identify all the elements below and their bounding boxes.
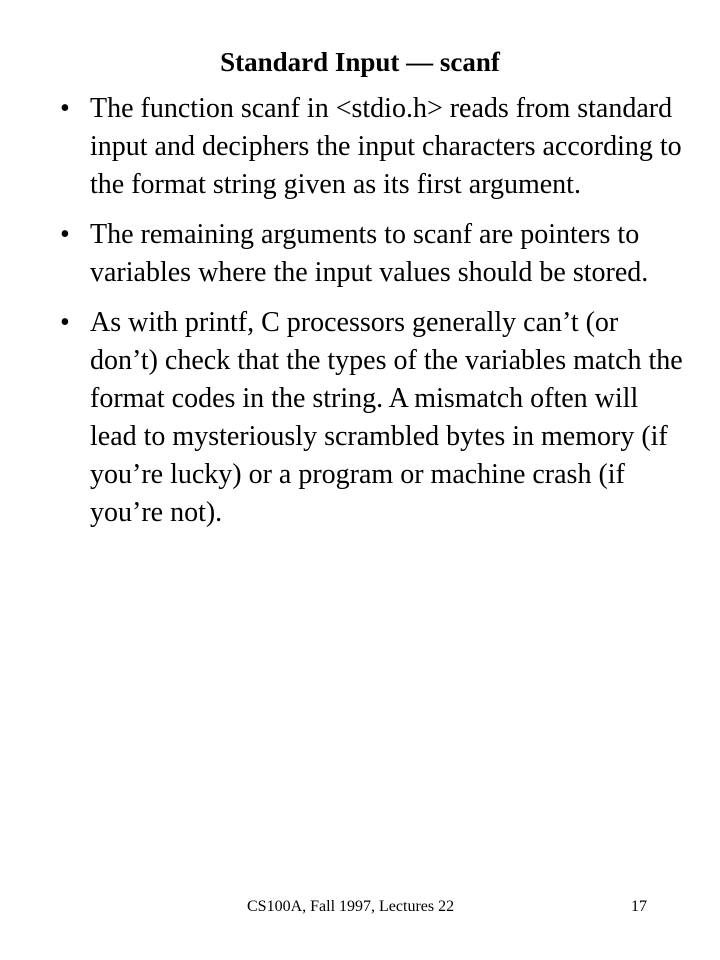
bullet-dot-icon: • (60, 307, 70, 338)
bullet-item (60, 216, 690, 292)
bullet-item (60, 90, 690, 204)
bullet-list (60, 90, 690, 544)
bullet-text: The function scanf in <stdio.h> reads from standard input and deciphers the input characters according to the format string given as its first argument. (90, 93, 682, 200)
bullet-text: The remaining arguments to scanf are pointers to variables where the input values should be stored. (90, 219, 649, 288)
footer-course: CS100A, Fall 1997, Lectures 22 (247, 898, 455, 915)
bullet-item (60, 304, 690, 532)
bullet-dot-icon: • (60, 93, 70, 124)
bullet-dot-icon: • (60, 219, 70, 250)
footer-page-number: 17 (631, 898, 647, 915)
slide-title: Standard Input — scanf (220, 47, 500, 77)
bullet-text: As with printf, C processors generally can’t (or don’t) check that the types of the variables match the format codes in the string. A mismatch often will lead to mysteriously scrambled bytes in memory (if you’re lucky) or a program or machine crash (if you’re not). (90, 307, 683, 528)
